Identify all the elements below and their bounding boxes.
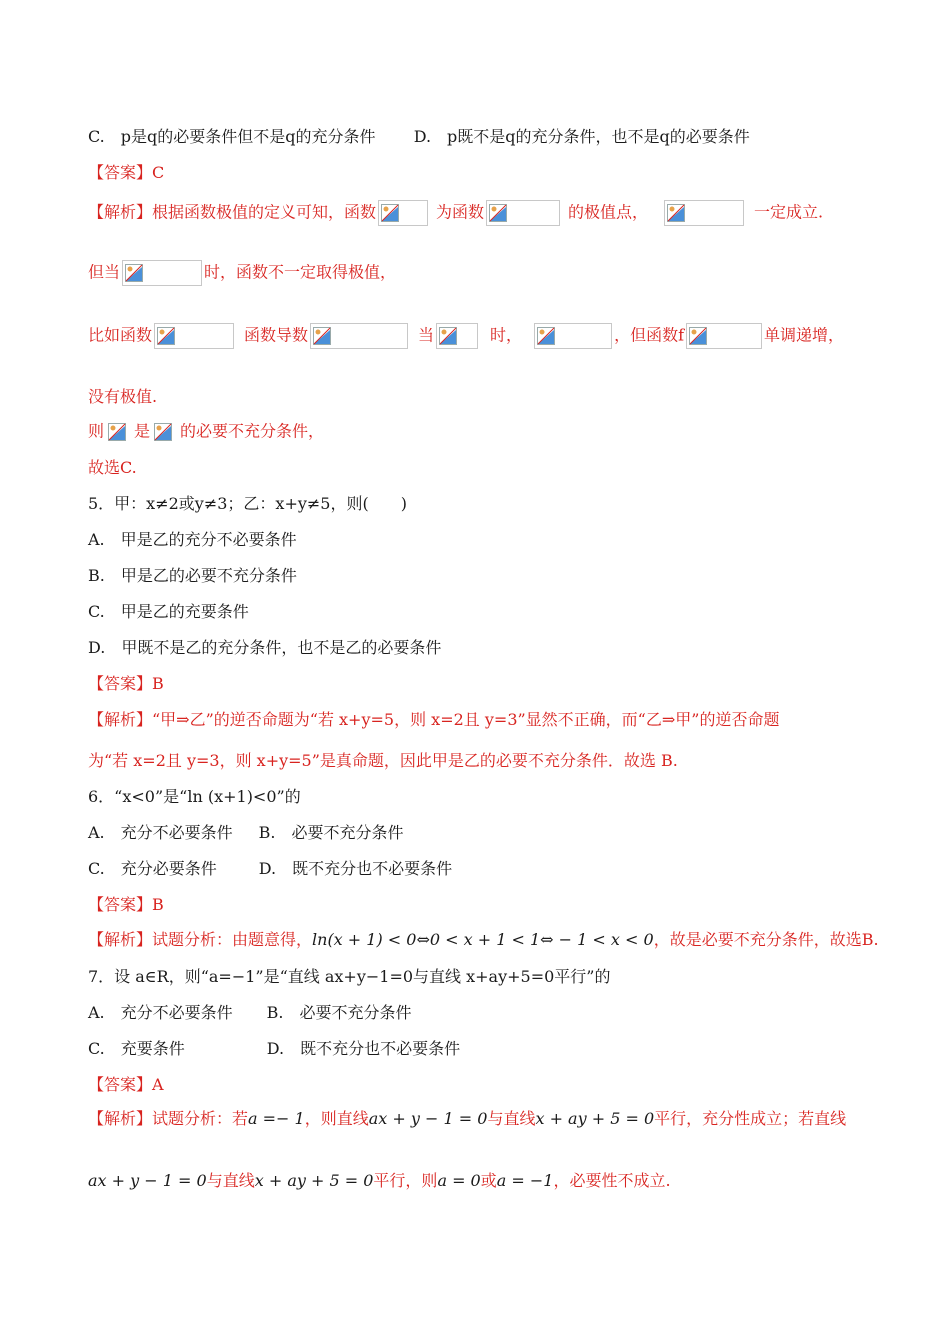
q7-option-c: C. 充要条件 [88,1039,185,1058]
q7-analysis-text: 或 [480,1171,497,1190]
q5-analysis-line2: 为“若 x=2且 y=3，则 x+y=5”是真命题，因此甲是乙的必要不充分条件．故选 B. [88,751,678,770]
q7-option-b: B. 必要不充分条件 [266,1003,412,1022]
broken-image-icon [106,420,126,444]
q4-analysis-line5 [88,420,324,444]
q7-analysis-text: ，必要性不成立. [553,1171,671,1190]
q5-option-a: A. 甲是乙的充分不必要条件 [88,530,297,549]
q4-analysis-text: 是 [134,421,151,441]
q4-analysis-text: 为函数 [436,202,485,222]
q7-analysis-text: 与直线 [206,1171,255,1190]
q7-analysis-text: 平行，充分性成立；若直线 [654,1109,847,1128]
q4-analysis-text: 比如函数 [88,325,153,345]
q4-option-d: D. p既不是q的充分条件，也不是q的必要条件 [413,127,750,146]
q6-option-c: C. 充分必要条件 [88,859,217,878]
q7-options-cd [88,1039,460,1059]
q4-analysis-line2 [88,260,396,286]
q4-analysis-text: 的极值点， [568,202,649,222]
q7-formula: x + ay + 5 = 0 [535,1109,655,1128]
q4-analysis-text: 单调递增， [764,325,845,345]
q6-analysis [88,930,879,950]
q4-analysis-text: 但当 [88,262,121,282]
q4-analysis-text: 函数导数 [244,325,309,345]
q6-stem: 6．“x<0”是“ln (x+1)<0”的 [88,787,301,806]
q4-analysis-text: 一定成立. [754,202,824,222]
q7-option-a: A. 充分不必要条件 [88,1003,233,1022]
q7-analysis-text: 【解析】试题分析：若 [88,1109,249,1128]
q5-answer: 【答案】B [88,674,164,693]
q4-analysis-text: ，但函数f [614,325,684,345]
q6-answer: 【答案】B [88,895,164,914]
q7-option-d: D. 既不充分也不必要条件 [266,1039,461,1058]
broken-image-icon [152,420,172,444]
q6-formula: ln(x + 1) < 0⇔0 < x + 1 < 1⇔ − 1 < x < 0 [312,930,654,949]
q6-options-ab [88,823,404,843]
q5-option-d: D. 甲既不是乙的充分条件，也不是乙的必要条件 [88,638,442,657]
q7-analysis-text: 平行，则 [373,1171,438,1190]
q4-analysis-text: 则 [88,421,105,441]
broken-image-icon [154,323,234,349]
q4-options-cd [88,127,750,147]
q7-formula: a = 0 [437,1171,481,1190]
broken-image-icon [486,200,560,226]
q4-analysis-text: 当 [418,325,435,345]
q6-analysis-text: 【解析】试题分析：由题意得， [88,930,313,949]
broken-image-icon [436,323,478,349]
q7-answer: 【答案】A [88,1075,164,1094]
broken-image-icon [378,200,428,226]
q7-analysis-line1 [88,1109,846,1129]
q6-option-d: D. 既不充分也不必要条件 [258,859,453,878]
q7-formula: a = −1 [496,1171,554,1190]
broken-image-icon [686,323,762,349]
q4-analysis-text: 的必要不充分条件， [180,421,325,441]
q6-options-cd [88,859,452,879]
q7-analysis-text: ，则直线 [304,1109,369,1128]
q6-option-b: B. 必要不充分条件 [258,823,404,842]
q5-stem: 5．甲：x≠2或y≠3；乙：x+y≠5，则( ) [88,494,407,513]
q4-answer: 【答案】C [88,163,165,182]
q4-analysis-line3 [88,323,844,349]
broken-image-icon [534,323,612,349]
q4-analysis-line6: 故选C. [88,458,137,477]
q7-options-ab [88,1003,412,1023]
q4-analysis-line1 [88,200,823,226]
q7-stem: 7．设 a∈R，则“a=−1”是“直线 ax+y−1=0与直线 x+ay+5=0平行”的 [88,967,611,986]
q7-analysis-line2 [88,1171,671,1191]
broken-image-icon [310,323,408,349]
q4-analysis-text: 【解析】根据函数极值的定义可知，函数 [88,202,377,222]
q5-analysis-line1: 【解析】“甲⇒乙”的逆否命题为“若 x+y=5，则 x=2且 y=3”显然不正确，而“乙⇒甲”的逆否命题 [88,710,780,729]
q7-formula: a =− 1 [248,1109,305,1128]
q7-formula: ax + y − 1 = 0 [88,1171,207,1190]
q6-option-a: A. 充分不必要条件 [88,823,233,842]
broken-image-icon [122,260,202,286]
q7-formula: ax + y − 1 = 0 [368,1109,488,1128]
q4-analysis-text: 时，函数不一定取得极值， [204,262,397,282]
q7-analysis-text: 与直线 [487,1109,536,1128]
q5-option-c: C. 甲是乙的充要条件 [88,602,249,621]
q5-option-b: B. 甲是乙的必要不充分条件 [88,566,297,585]
q4-analysis-text: 时， [490,325,523,345]
q7-formula: x + ay + 5 = 0 [254,1171,374,1190]
q4-option-c: C. p是q的必要条件但不是q的充分条件 [88,127,376,146]
q4-analysis-line4: 没有极值. [88,387,158,406]
q6-analysis-text: ，故是必要不充分条件，故选B. [653,930,879,949]
broken-image-icon [664,200,744,226]
